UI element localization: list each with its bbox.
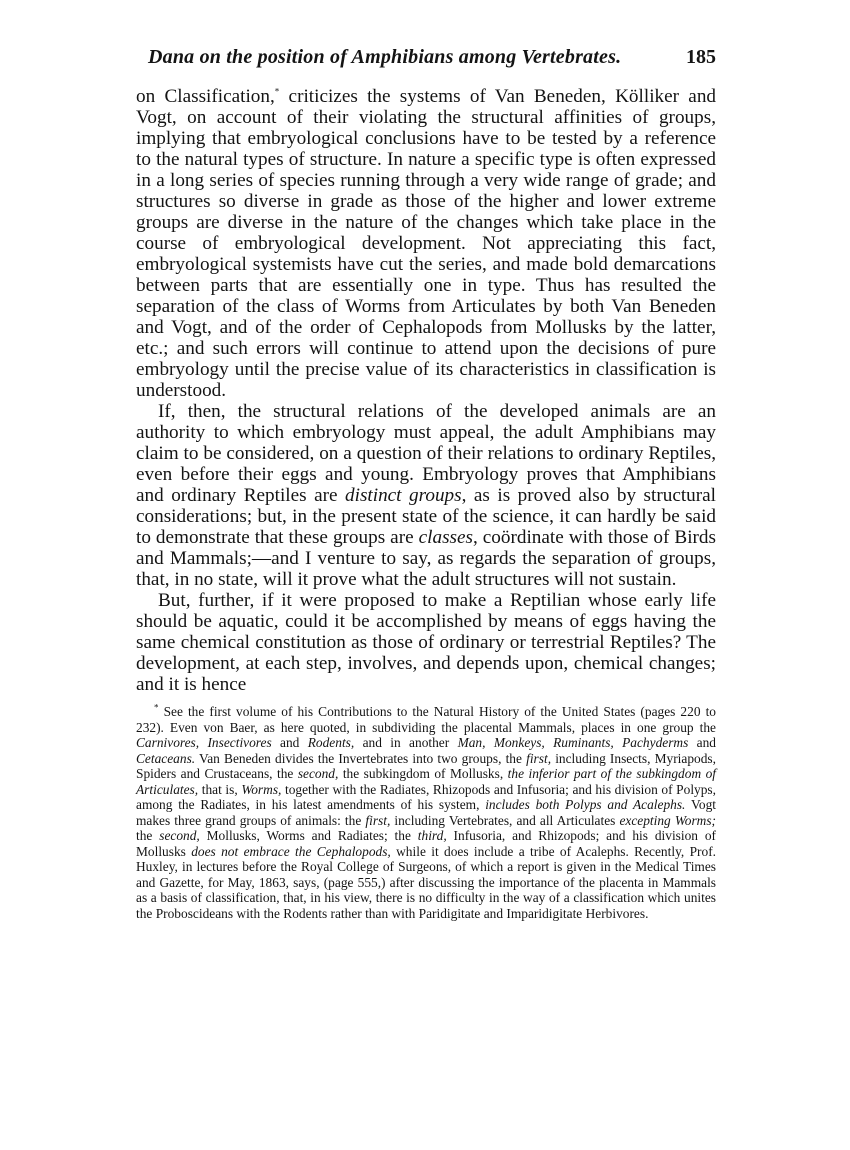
running-header: [136, 40, 716, 72]
footnote-segment: and in another: [354, 735, 458, 750]
footnote-italic: third,: [417, 828, 447, 843]
main-text: [136, 86, 716, 695]
footnote-segment: while it does include a tribe of Acalephs. Recently, Prof. Huxley, in lectures before the Royal College of Surgeons, of which a report is given in the Medical Times and Gazette, for May, 1863, says, (page 555,) after discussing the importance of the placenta in Mammals as a basis of classification, that, in his view, there is no difficulty in the way of a classification which unites the Proboscideans with the Rodents rather than with Paridigitate and Imparidigitate Herbivores.: [136, 843, 717, 921]
running-title: Dana on the position of Amphibians among Vertebrates.: [148, 46, 622, 68]
footnote-segment: the: [136, 828, 160, 843]
paragraph-3: But, further, if it were proposed to make a Reptilian whose early life should be aquatic, could it be accomplished by means of eggs having the same chemical constitution as those of ordinary or terrestrial Reptiles? The development, at each step, involves, and depends upon, chemical changes; and it is hence: [136, 590, 716, 695]
footnote-segment: Mollusks, Worms and Radiates; the: [199, 828, 418, 843]
footnote-segment: together with the Radiates, Rhizopods and Infusoria; and his division of Polyps, among the Radiates, in his latest amendments of his system,: [136, 781, 716, 812]
paragraph-2: [136, 401, 716, 590]
footnote-segment: that is,: [198, 781, 242, 797]
footnote-italic: first,: [365, 812, 391, 828]
footnote-mark: *: [154, 702, 159, 713]
footnote-italic: the inferior part of the subkingdom of Articulates,: [136, 766, 716, 797]
paragraph-2-text-b: , as is proved also by structural considerations; but, in the present state of the science, it can hardly be said to demonstrate that these groups are: [136, 485, 717, 548]
paragraph-2-emphasis-1: distinct groups: [345, 485, 462, 506]
footnote-italic: Rodents,: [307, 735, 355, 750]
footnote-segment: Vogt makes three grand groups of animals: the: [136, 797, 716, 828]
footnote-italic: Worms,: [241, 781, 282, 797]
paragraph-1-text-a: on Classification,: [136, 86, 275, 107]
footnote-segment: and: [688, 735, 717, 750]
footnote-italic: Cetaceans.: [136, 750, 196, 766]
page: [136, 40, 716, 921]
footnote-italic: second,: [297, 766, 339, 781]
paragraph-1-text-b: criticizes the systems of Van Beneden, Kölliker and Vogt, on account of their violating the structural affinities of groups, implying that embryological conclusions have to be tested by a reference to the natural types of structure. In nature a specific type is often expressed in a long series of species running through a very wide range of grade; and structures so diverse in grade as those of the higher and lower extreme groups are diverse in the nature of the changes which take place in the course of embryological development. Not appreciating this fact, embryological systemists have cut the series, and made bold demarcations between parts that are essentially one in type. Thus has resulted the separation of the class of Worms from Articulates by both Van Beneden and Vogt, and of the order of Cephalopods from Mollusks by the latter, etc.; and such errors will continue to attend upon the decisions of pure embryology until the precise value of its characteristics in classification is understood.: [136, 86, 717, 401]
footnote-italic: does not embrace the Cephalopods,: [191, 843, 391, 859]
paragraph-2-text-a: If, then, the structural relations of the developed animals are an authority to which embryology must appeal, the adult Amphibians may claim to be considered, on a question of their relations to ordinary Reptiles, even before their eggs and young. Embryology proves that Amphibians and ordinary Reptiles are: [136, 401, 716, 506]
footnote-segment: Van Beneden divides the Invertebrates into two groups, the: [195, 750, 527, 766]
footnote-italic: Carnivores, Insectivores: [136, 735, 272, 750]
paragraph-1: [136, 86, 716, 401]
footnote-segment: See the first volume of his Contributions to the Natural History of the United States (pages 220 to 232). Even von Baer, as here quoted, in subdividing the placental Mammals, places in one group the: [136, 704, 716, 735]
footnote-segment: and: [271, 735, 308, 750]
footnote-italic: includes both Polyps and Acalephs.: [485, 797, 686, 812]
paragraph-2-emphasis-2: classes: [418, 527, 473, 548]
paragraph-2-text-c: , coördinate with those of Birds and Mammals;—and I venture to say, as regards the separation of groups, that, in no state, will it prove what the adult structures will not sustain.: [136, 527, 716, 590]
footnote-italic: excepting Worms;: [619, 812, 716, 828]
footnote-segment: Infusoria, and Rhizopods; and his division of Mollusks: [136, 828, 716, 859]
footnote-segment: the subkingdom of Mollusks,: [338, 766, 508, 781]
footnote: [136, 704, 716, 921]
page-number: 185: [686, 46, 716, 68]
footnote-italic: first,: [526, 750, 552, 766]
footnote-italic: Man, Monkeys, Ruminants, Pachyderms: [457, 735, 689, 750]
footnote-text: [136, 704, 716, 921]
footnote-segment: including Vertebrates, and all Articulates: [390, 812, 620, 828]
footnote-reference: *: [274, 86, 280, 97]
footnote-segment: including Insects, Myriapods, Spiders and Crustaceans, the: [136, 750, 716, 781]
footnote-italic: second,: [159, 828, 200, 843]
